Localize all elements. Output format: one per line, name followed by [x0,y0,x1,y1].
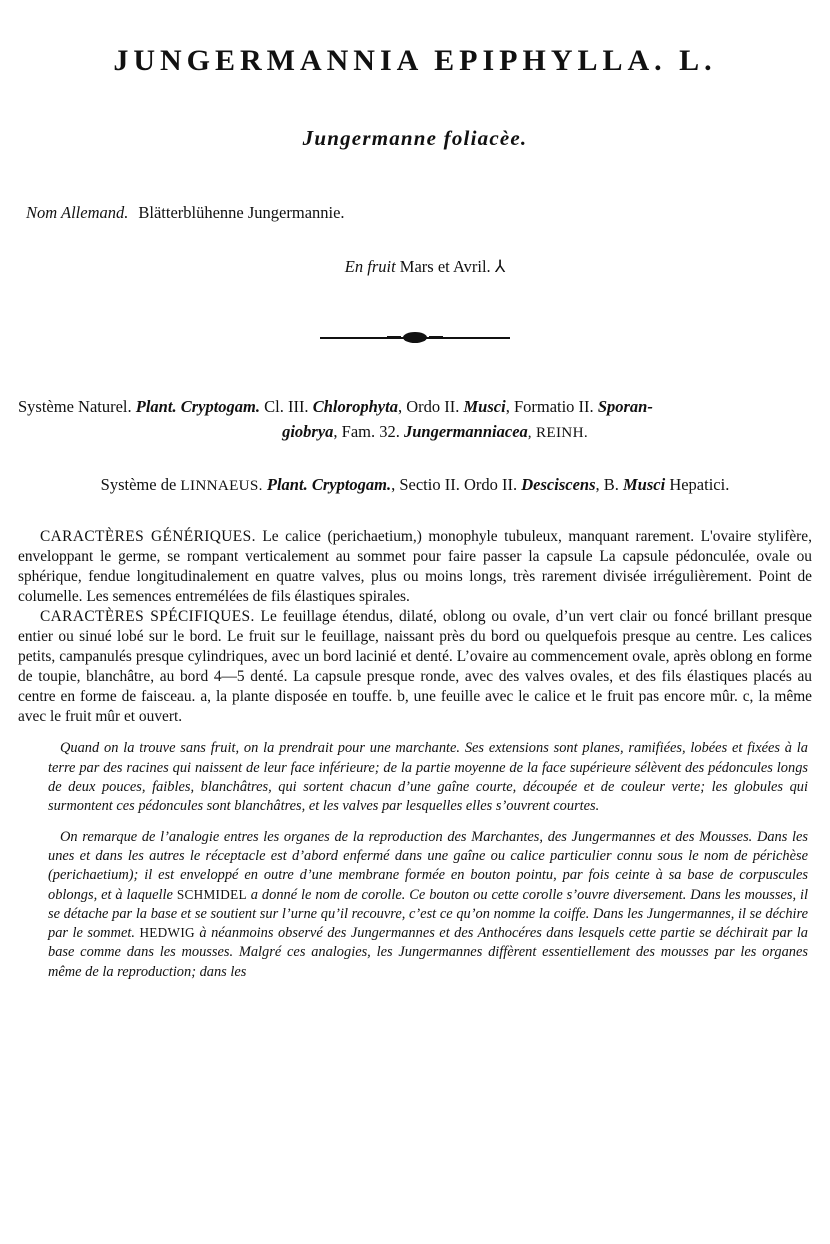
generic-characters-label: CARACTÈRES GÉNÉRIQUES. [40,528,256,546]
german-name-line [26,203,812,223]
natural-jungermanniacea: Jungermanniacea [404,421,528,441]
note-2-body [48,828,808,982]
linnaeus-musci: Musci [623,474,666,494]
german-name-label: Nom Allemand. [26,203,129,222]
natural-sporan: Sporan- [597,397,653,416]
linnaeus-name: LINNAEUS. [180,476,263,494]
natural-chlorophyta: Chlorophyta [312,397,398,416]
characters-block [18,527,812,727]
note-1-text: Quand on la trouve sans fruit, on la prendrait pour une marchante. Ses extensions sont planes, ramifiées, lobées et fixées à la terre par des racines qui naissent de leur face inférieure; de la partie moyenne de la face supérieure sélèvent des pédoncules longs de deux pouces, faibles, blanchâtres, qui sortent chacun d’une gaîne courte, découpée et de couleur verte; les globules qui surmontent ces pédoncules sont blanchâtres, et les valves par lesquelles elles s’ouvrent courtes. [48,740,808,815]
natural-class: Cl. III. [264,397,309,416]
natural-system-line-2 [18,420,812,445]
linnaeus-system-line [18,473,812,498]
natural-fam: , Fam. 32. [333,421,400,441]
fruiting-label: En fruit [344,257,396,276]
natural-system-label: Système Naturel. [18,397,132,416]
german-name-value: Blätterblühenne Jungermannie. [138,203,345,222]
fruiting-period-line [18,257,812,277]
fruiting-value: Mars et Avril. [399,257,491,276]
linnaeus-b: , B. [595,474,619,494]
note-2-text-part3: à néanmoins observé des Jungermannes et des Anthocéres dans lesquels cette partie se déchirait par la base comme dans les mousses. Malgré ces analogies, les Jungermannes diffèrent essentiellement des mousses par les organes même de la reproduction; dans les [48,925,808,980]
specific-characters-label: CARACTÈRES SPÉCIFIQUES. [40,608,255,626]
note-paragraph-1 [18,739,812,816]
document-page [0,44,830,1244]
note-2-text-part1: On remarque de l’analogie entres les organes de la reproduction des Marchantes, des Jungermannes et des Mousses. Dans les unes et dans les autres le réceptacle est d’abord enfermé dans une gaîne ou calice particulier connu sous le nom de périchèse (perichaetium); il est enveloppé en outre d’une membrane formée en bouton pointu, par fois ceinte à sa base de corpuscules oblongs, et à laquelle [48,828,808,903]
natural-musci: Musci [463,397,506,416]
perennial-symbol: ⅄ [494,257,506,276]
generic-characters-text: Le calice (perichaetium,) monophyle tubuleux, manquant rarement. L'ovaire stylifère, enveloppant le germe, se rompant verticalement au sommet pour faire passer la capsule La capsule pédonculée, ovale ou sphérique, fendue longitudinalement en quatre valves, plus ou moins longs, très rarement divisée irrégulièrement. Point de columelle. Les semences entremélées de fils élastiques spirales. [18,528,812,606]
linnaeus-hepatici: Hepatici. [669,474,730,494]
linnaeus-plant-cryptogam: Plant. Cryptogam. [266,474,392,494]
specific-characters-text: Le feuillage étendus, dilaté, oblong ou ovale, d’un vert clair ou foncé brillant presque entier ou sinué lobé sur le bord. Le fruit sur le feuillage, naissant près du bord ou quelquefois presque au centre. Les calices petits, campanulés presque cylindriques, avec un bord lacinié et denté. L’ovaire au commencement ovale, après oblong en forme de toupie, blanchâtre, au bord 4—5 denté. La capsule presque ronde, avec des valves ovales, et des fils élastiques placés au centre en forme de faisceau. a, la plante disposée en touffe. b, une feuille avec le calice et le fruit pas encore mûr. c, la même avec le fruit mûr et ouvert. [18,608,812,726]
ornament-lens-icon [403,332,427,343]
generic-characters-paragraph [18,527,812,607]
linnaeus-sectio: , Sectio II. Ordo II. [391,474,518,494]
natural-ordo: , Ordo II. [397,397,460,416]
natural-reinh: , REINH. [527,423,588,441]
natural-system-line-1 [18,395,812,420]
natural-giobrya: giobrya [282,421,334,441]
specific-characters-paragraph [18,607,812,727]
linnaeus-desciscens: Desciscens [521,474,596,494]
note-2-text-part2: a donné le nom de corolle. Ce bouton ou cette corolle s’ouvre diversement. Dans les mousses, il se détache par la base et se soutient sur l’urne qu’il recouvre, c’est ce qu’on nomme la coiffe. Dans les Jungermannes, il se déchire par le sommet. [48,886,808,942]
page-subtitle: Jungermanne foliacèe. [302,126,528,150]
note-2-schmidel: SCHMIDEL [176,886,247,902]
linnaeus-label: Système de [100,474,177,494]
natural-formatio: , Formatio II. [505,397,594,416]
natural-plant-cryptogam: Plant. Cryptogam. [135,397,260,416]
page-title: JUNGERMANNIA EPIPHYLLA. L. [113,44,717,77]
classification-block [18,395,812,497]
note-2-hedwig: HEDWIG [139,925,195,941]
ornament-divider [320,331,510,345]
note-paragraph-2 [18,828,812,982]
